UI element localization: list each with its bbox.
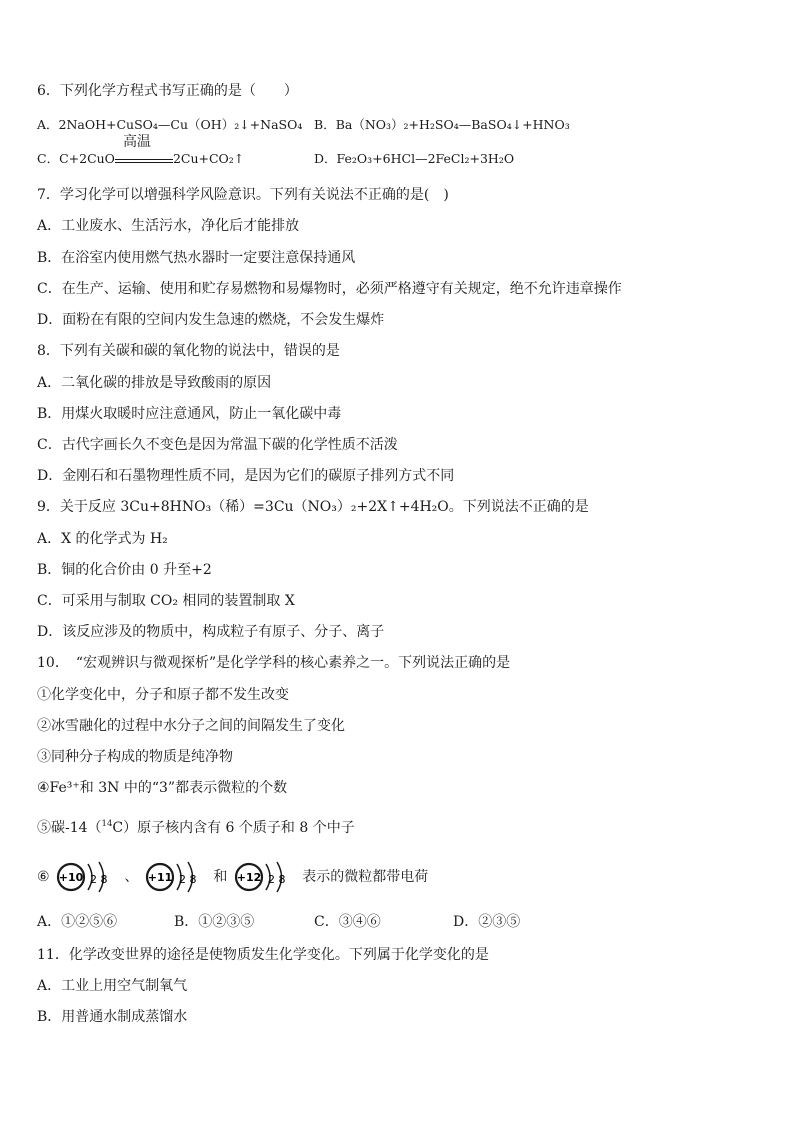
- shell-electrons: 2 8: [90, 873, 108, 886]
- equation-c-left: C+2CuO: [59, 151, 115, 166]
- question-9-option-d: D．该反应涉及的物质中，构成粒子有原子、分子、离子: [37, 624, 385, 640]
- question-10-statement-2: ②冰雪融化的过程中水分子之间的间隔发生了变化: [37, 718, 345, 734]
- nucleus-charge: +10: [58, 871, 84, 884]
- question-10-option-c: C．③④⑥: [314, 914, 381, 930]
- question-6-option-a: [37, 115, 302, 135]
- option-label: C．: [37, 151, 60, 166]
- question-9-stem: 9．关于反应 3Cu+8HNO₃（稀）=3Cu（NO₃）₂+2X↑+4H₂O。下列说法不正确的是: [37, 499, 589, 515]
- question-7-stem: 7．学习化学可以增强科学风险意识。下列有关说法不正确的是( ): [37, 187, 449, 203]
- separator-and: 和: [213, 869, 228, 885]
- question-6-stem: 6．下列化学方程式书写正确的是（ ）: [37, 83, 298, 99]
- question-10-statement-4: ④Fe³⁺和 3N 中的“3”都表示微粒的个数: [37, 780, 288, 796]
- atom-structure-diagram-neon: [54, 860, 120, 894]
- atom-structure-diagram-sodium: [143, 860, 209, 894]
- equation-b: Ba（NO₃）₂+H₂SO₄—BaSO₄↓+HNO₃: [335, 117, 570, 132]
- mass-number: 14: [101, 819, 113, 829]
- question-10-stem: 10． “宏观辨识与微观探析”是化学学科的核心素养之一。下列说法正确的是: [37, 655, 511, 671]
- question-6-option-b: [314, 115, 570, 135]
- question-9-option-c: C．可采用与制取 CO₂ 相同的装置制取 X: [37, 593, 295, 609]
- statement-5-text: C）原子核内含有 6 个质子和 8 个中子: [112, 820, 355, 836]
- option-label: D．: [314, 151, 337, 166]
- statement-5-prefix: ⑤碳-14（: [37, 820, 102, 836]
- equals-bar-top: [115, 159, 173, 160]
- question-9-option-b: B．铜的化合价由 0 升至+2: [37, 562, 212, 578]
- question-10-statement-6: [37, 860, 428, 894]
- equation-a: 2NaOH+CuSO₄—Cu（OH）₂↓+NaSO₄: [58, 117, 303, 132]
- question-10-option-a: A．①②⑤⑥: [37, 914, 118, 930]
- question-10-option-b: B．①②③⑤: [174, 914, 255, 930]
- question-7-option-d: D．面粉在有限的空间内发生急速的燃烧，不会发生爆炸: [37, 312, 385, 328]
- question-8-option-a: A．二氧化碳的排放是导致酸雨的原因: [37, 375, 272, 391]
- question-10-statement-1: ①化学变化中，分子和原子都不发生改变: [37, 687, 289, 703]
- question-11-stem: 11．化学改变世界的途径是使物质发生化学变化。下列属于化学变化的是: [37, 947, 489, 963]
- option-label: B．: [314, 117, 336, 132]
- equation-c-right: 2Cu+CO₂↑: [172, 151, 245, 166]
- question-7-option-b: B．在浴室内使用燃气热水器时一定要注意保持通风: [37, 250, 356, 266]
- question-11-option-b: B．用普通水制成蒸馏水: [37, 1009, 188, 1025]
- equals-bar-bottom: [115, 162, 173, 163]
- question-10-option-d: D．②③⑤: [453, 914, 521, 930]
- option-label: A．: [37, 117, 59, 132]
- reaction-condition-arrow: [115, 134, 173, 169]
- question-8-option-b: B．用煤火取暖时应注意通风，防止一氧化碳中毒: [37, 406, 342, 422]
- nucleus-charge: +12: [236, 871, 262, 884]
- question-10-statement-3: ③同种分子构成的物质是纯净物: [37, 749, 233, 765]
- atom-structure-diagram-magnesium: [232, 860, 298, 894]
- question-8-stem: 8．下列有关碳和碳的氧化物的说法中，错误的是: [37, 343, 340, 359]
- reaction-condition-label: 高温: [122, 134, 151, 150]
- nucleus-charge: +11: [147, 871, 173, 884]
- question-9-option-a: A．X 的化学式为 H₂: [37, 531, 168, 547]
- separator-comma: 、: [124, 869, 139, 885]
- question-8-option-c: C．古代字画长久不变色是因为常温下碳的化学性质不活泼: [37, 437, 398, 453]
- statement-6-prefix: ⑥: [37, 869, 50, 885]
- question-11-option-a: A．工业上用空气制氧气: [37, 978, 188, 994]
- statement-6-suffix: 表示的微粒都带电荷: [302, 869, 429, 885]
- question-7-option-c: C．在生产、运输、使用和贮存易燃物和易爆物时，必须严格遵守有关规定，绝不允许违章操作: [37, 281, 622, 297]
- question-6-option-c: [37, 134, 245, 169]
- equation-d: Fe₂O₃+6HCl—2FeCl₂+3H₂O: [336, 151, 515, 166]
- question-7-option-a: A．工业废水、生活污水，净化后才能排放: [37, 218, 300, 234]
- question-10-statement-5: [37, 814, 355, 838]
- question-8-option-d: D．金刚石和石墨物理性质不同，是因为它们的碳原子排列方式不同: [37, 468, 455, 484]
- shell-electrons: 2 8: [267, 873, 286, 886]
- shell-electrons: 2 8: [178, 873, 197, 886]
- question-6-option-d: [314, 149, 514, 169]
